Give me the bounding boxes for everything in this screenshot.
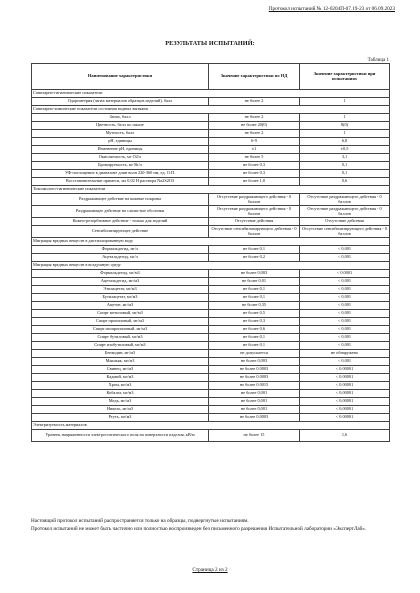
norm-value-cell: не более 5: [209, 154, 300, 162]
section-title: Миграция вредных веществ в воздушную среду: [32, 262, 390, 270]
norm-value-cell: не более 0.0003: [209, 374, 300, 382]
characteristic-cell: Формальдегид, мг/л: [32, 246, 209, 254]
test-value-cell: 0,1: [300, 162, 390, 170]
test-value-cell: < 0,001: [300, 342, 390, 350]
test-value-cell: 8(0): [300, 122, 390, 130]
characteristic-cell: Хром, мг/м3: [32, 382, 209, 390]
test-value-cell: Отсутствие раздражающего действия - 0 баллов: [300, 194, 390, 206]
test-value-cell: ±0,5: [300, 146, 390, 154]
table-row: [32, 302, 390, 310]
test-value-cell: < 0,00001: [300, 390, 390, 398]
characteristic-cell: Спирт бутиловый, мг/м3: [32, 334, 209, 342]
characteristic-cell: Ртуть, мг/м3: [32, 414, 209, 422]
norm-value-cell: не более 15: [209, 430, 300, 442]
norm-value-cell: Отсутствие раздражающего действия - 0 баллов: [209, 194, 300, 206]
norm-value-cell: не более 2: [209, 130, 300, 138]
table-row: [32, 270, 390, 278]
table-section-row: [32, 262, 390, 270]
norm-value-cell: 6-9: [209, 138, 300, 146]
norm-value-cell: Отсутствие раздражающего действия - 0 баллов: [209, 206, 300, 218]
section-title: Миграция вредных веществ в дистиллированную воду: [32, 238, 390, 246]
norm-value-cell: не более 0,3: [209, 318, 300, 326]
characteristic-cell: Бутилацетат, мг/м3: [32, 294, 209, 302]
norm-value-cell: не более 0,1: [209, 342, 300, 350]
characteristic-cell: Спирт пропиловый, мг/м3: [32, 318, 209, 326]
table-row: [32, 206, 390, 218]
norm-value-cell: не более 0,001: [209, 406, 300, 414]
norm-value-cell: не более 0,1: [209, 294, 300, 302]
norm-value-cell: не более 0,003: [209, 270, 300, 278]
norm-value-cell: не более 0,003: [209, 358, 300, 366]
test-value-cell: 0,1: [300, 170, 390, 178]
table-row: [32, 254, 390, 262]
characteristic-cell: Восстановительные примеси, мл 0,02 Н раствора Na2S2O3: [32, 178, 209, 186]
characteristic-cell: pH, единицы: [32, 138, 209, 146]
table-section-row: [32, 186, 390, 194]
test-value-cell: < 0,00001: [300, 398, 390, 406]
characteristic-cell: Сенсибилизирующее действие: [32, 226, 209, 238]
norm-value-cell: не более 0,1: [209, 334, 300, 342]
characteristic-cell: Бромируемость, мг Br/л: [32, 162, 209, 170]
table-row: [32, 178, 390, 186]
norm-value-cell: не более 0,0003: [209, 414, 300, 422]
characteristic-cell: Одорометрия (запах материалов образцов изделий), балл: [32, 98, 209, 106]
characteristic-cell: Никель, мг/м3: [32, 406, 209, 414]
table-row: [32, 310, 390, 318]
table-section-row: [32, 422, 390, 430]
norm-value-cell: не более 0,001: [209, 390, 300, 398]
page-title: РЕЗУЛЬТАТЫ ИСПЫТАНИЙ:: [165, 40, 255, 47]
table-row: [32, 170, 390, 178]
test-value-cell: 1: [300, 98, 390, 106]
characteristic-cell: Цветность, балл по шкале: [32, 122, 209, 130]
test-value-cell: < 0.00001: [300, 374, 390, 382]
table-row: [32, 318, 390, 326]
section-title: Санитарно-химические показатели состояния водных вытяжек: [32, 106, 390, 114]
section-title: Санитарно-гигиенические показатели: [32, 90, 390, 98]
norm-value-cell: не более 0,6: [209, 326, 300, 334]
page-number: Страница 2 из 2: [192, 567, 228, 573]
table-row: [32, 278, 390, 286]
table-row: [32, 350, 390, 358]
table-row: [32, 122, 390, 130]
test-value-cell: 0,6: [300, 178, 390, 186]
test-value-cell: < 0.00001: [300, 414, 390, 422]
footer-reproduction-note: Протокол испытаний не может быть частично или полностью воспроизведен без письменного разрешения Испытательной лаборатории «ЭкспертЛаб».: [31, 526, 367, 532]
table-row: [32, 98, 390, 106]
table-row: [32, 226, 390, 238]
norm-value-cell: не более 2: [209, 98, 300, 106]
norm-value-cell: не более 0,3: [209, 170, 300, 178]
characteristic-cell: Изменение pH, единицы: [32, 146, 209, 154]
column-header-test-value: Значение характеристики при испытаниях: [300, 64, 390, 90]
characteristic-cell: Свинец, мг/м3: [32, 366, 209, 374]
table-row: [32, 390, 390, 398]
test-value-cell: Отсутствие действия: [300, 218, 390, 226]
table-row: [32, 326, 390, 334]
table-row: [32, 358, 390, 366]
characteristic-cell: Формальдегид, мг/м3: [32, 270, 209, 278]
table-section-row: [32, 90, 390, 98]
table-row: [32, 114, 390, 122]
norm-value-cell: не более 0,3: [209, 162, 300, 170]
test-value-cell: 1,6: [300, 430, 390, 442]
test-value-cell: Отсутствие сенсибилизирующего действия - 0 баллов: [300, 226, 390, 238]
characteristic-cell: Ацетон, мг/м3: [32, 302, 209, 310]
characteristic-cell: Кобальт, мг/м3: [32, 390, 209, 398]
norm-value-cell: не более 0,1: [209, 246, 300, 254]
test-value-cell: не обнаружено: [300, 350, 390, 358]
characteristic-cell: Спирт изобутиловый, мг/м3: [32, 342, 209, 350]
norm-value-cell: не более 0,5: [209, 310, 300, 318]
table-row: [32, 366, 390, 374]
table-row: [32, 138, 390, 146]
table-section-row: [32, 238, 390, 246]
table-row: [32, 130, 390, 138]
norm-value-cell: не более 0.0003: [209, 366, 300, 374]
test-value-cell: < 0.0001: [300, 270, 390, 278]
table-header-row: [32, 64, 390, 90]
test-value-cell: 6,8: [300, 138, 390, 146]
table-row: [32, 430, 390, 442]
norm-value-cell: не более 0,001: [209, 398, 300, 406]
test-value-cell: < 0,001: [300, 334, 390, 342]
characteristic-cell: Раздражающее действие на слизистые оболочки: [32, 206, 209, 218]
table-row: [32, 382, 390, 390]
characteristic-cell: Бензидин, мг/м3: [32, 350, 209, 358]
section-title: Токсиколого-гигиенические показатели: [32, 186, 390, 194]
test-value-cell: < 0,001: [300, 254, 390, 262]
characteristic-cell: Окисляемость, мг O2/л: [32, 154, 209, 162]
table-row: [32, 334, 390, 342]
norm-value-cell: не допускается: [209, 350, 300, 358]
characteristic-cell: Уровень напряженности электростатического поля на поверхности изделия, кВ/м: [32, 430, 209, 442]
characteristic-cell: Медь, мг/м3: [32, 398, 209, 406]
test-value-cell: < 0,00001: [300, 406, 390, 414]
table-row: [32, 286, 390, 294]
norm-value-cell: не более 0.0015: [209, 382, 300, 390]
table-body: [32, 90, 390, 442]
column-header-norm-value: Значение характеристики по НД: [209, 64, 300, 90]
test-value-cell: < 0,001: [300, 326, 390, 334]
norm-value-cell: не более 0,01: [209, 278, 300, 286]
test-value-cell: 1: [300, 114, 390, 122]
characteristic-cell: УФ-поглощение в диапазоне длин волн 220-360 нм, ед. О.П.: [32, 170, 209, 178]
table-row: [32, 194, 390, 206]
test-value-cell: < 0,001: [300, 302, 390, 310]
characteristic-cell: Кожно-резорбтивное действие - только для изделий: [32, 218, 209, 226]
norm-value-cell: не более 2: [209, 114, 300, 122]
test-value-cell: < 0,001: [300, 310, 390, 318]
table-row: [32, 398, 390, 406]
norm-value-cell: не более 0,35: [209, 302, 300, 310]
table-row: [32, 374, 390, 382]
test-value-cell: < 0,001: [300, 358, 390, 366]
table-caption: Таблица 1: [367, 58, 389, 63]
characteristic-cell: Раздражающее действие на кожные покровы: [32, 194, 209, 206]
test-value-cell: < 0,001: [300, 294, 390, 302]
test-value-cell: 3,1: [300, 154, 390, 162]
table-row: [32, 342, 390, 350]
column-header-characteristic: Наименование характеристики: [32, 64, 209, 90]
table-row: [32, 246, 390, 254]
test-value-cell: < 0,001: [300, 286, 390, 294]
characteristic-cell: Ацетальдегид, мг/л: [32, 254, 209, 262]
section-title: Электризуемость материалов: [32, 422, 390, 430]
protocol-number: Протокол испытаний № 12-0204П-07.19-23 от 06.09.2023: [268, 6, 395, 12]
norm-value-cell: Отсутствие сенсибилизирующего действия - 0 баллов: [209, 226, 300, 238]
norm-value-cell: не более 0,1: [209, 286, 300, 294]
characteristic-cell: Кадмий, мг/м3: [32, 374, 209, 382]
characteristic-cell: Ацетальдегид, мг/м3: [32, 278, 209, 286]
table-row: [32, 414, 390, 422]
results-table: [31, 63, 390, 442]
table-row: [32, 218, 390, 226]
test-value-cell: 1: [300, 130, 390, 138]
norm-value-cell: не более 20(0): [209, 122, 300, 130]
norm-value-cell: Отсутствие действия: [209, 218, 300, 226]
characteristic-cell: Спирт изопропиловый, мг/м3: [32, 326, 209, 334]
table-row: [32, 294, 390, 302]
characteristic-cell: Мутность, балл: [32, 130, 209, 138]
table-section-row: [32, 106, 390, 114]
test-value-cell: < 0,001: [300, 278, 390, 286]
characteristic-cell: Мышьяк, мг/м3: [32, 358, 209, 366]
norm-value-cell: не более 0,2: [209, 254, 300, 262]
test-value-cell: < 0,001: [300, 318, 390, 326]
table-row: [32, 406, 390, 414]
table-row: [32, 146, 390, 154]
footer-scope-note: Настоящий протокол испытаний распространяется только на образцы, подвергнутые испытаниям.: [31, 518, 249, 524]
characteristic-cell: Спирт метиловый, мг/м3: [32, 310, 209, 318]
characteristic-cell: Запах, балл: [32, 114, 209, 122]
table-row: [32, 154, 390, 162]
test-value-cell: Отсутствие раздражающего действия - 0 баллов: [300, 206, 390, 218]
norm-value-cell: ±1: [209, 146, 300, 154]
test-value-cell: < 0,001: [300, 246, 390, 254]
test-value-cell: < 0.00001: [300, 382, 390, 390]
test-value-cell: < 0.00001: [300, 366, 390, 374]
characteristic-cell: Этилацетат, мг/м3: [32, 286, 209, 294]
table-row: [32, 162, 390, 170]
norm-value-cell: не более 1,0: [209, 178, 300, 186]
